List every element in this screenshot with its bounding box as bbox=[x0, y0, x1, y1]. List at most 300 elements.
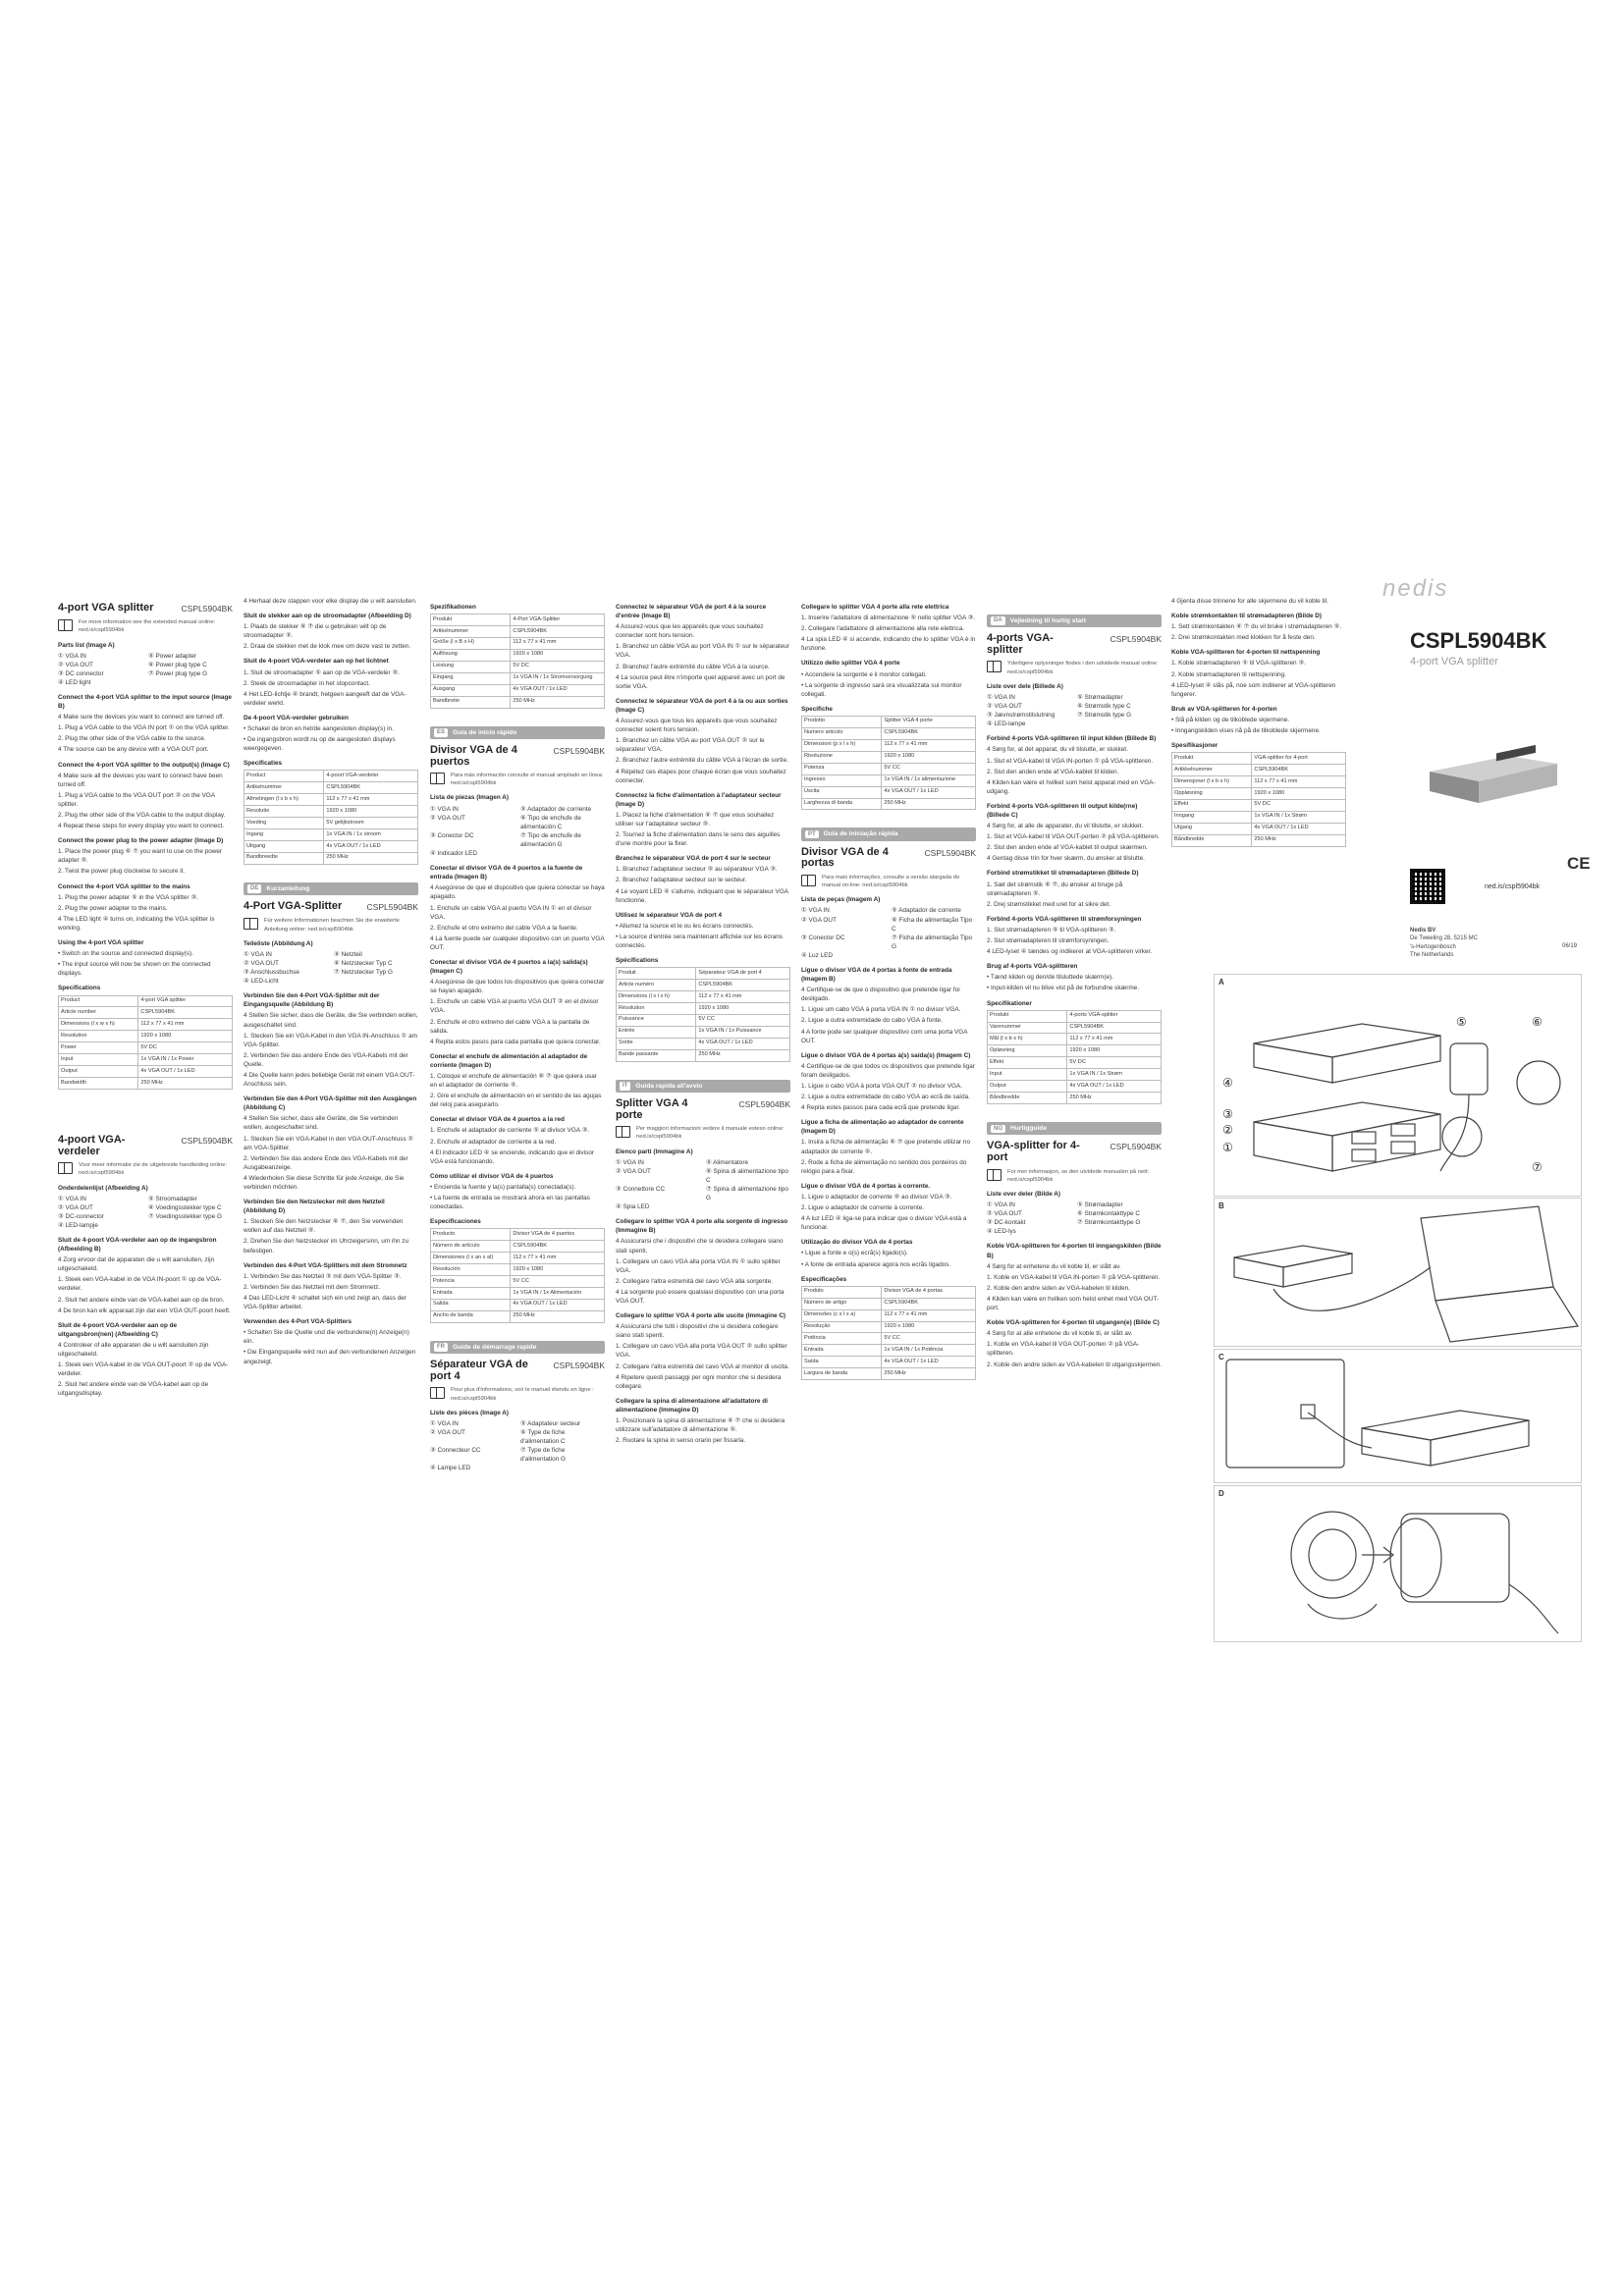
instruction-text: 4 La spia LED ④ si accende, indicando che lo splitter VGA è in funzione. bbox=[801, 636, 976, 653]
spec-key: Producto bbox=[431, 1229, 511, 1241]
spec-row bbox=[988, 1069, 1162, 1081]
spec-row bbox=[431, 1310, 605, 1322]
instruction-text: • Schakel de bron en het/de aangesloten display(s) in. bbox=[244, 725, 394, 733]
language-band bbox=[244, 882, 418, 895]
address-line: Nedis BV bbox=[1410, 928, 1436, 934]
parts-item: ④ LED-lampje bbox=[58, 1221, 98, 1229]
spec-value: 250 MHz bbox=[511, 696, 605, 708]
language-code: PT bbox=[805, 830, 819, 839]
spec-value: Divisor VGA de 4 puertos bbox=[511, 1229, 605, 1241]
text-column bbox=[58, 597, 233, 1401]
spec-value: 112 x 77 x 41 mm bbox=[882, 739, 976, 751]
manual-note bbox=[430, 772, 605, 787]
instruction-text: 4 Certifique-se de que todos os dispositivos que pretende ligar foram desligados. bbox=[801, 1062, 975, 1079]
language-code: NO bbox=[991, 1125, 1005, 1134]
spec-key: Dimensioni (p x l x h) bbox=[802, 739, 882, 751]
spec-key: Número de artículo bbox=[431, 1241, 511, 1253]
spec-key: Produto bbox=[802, 1286, 882, 1298]
parts-item: ② VGA OUT bbox=[616, 1167, 651, 1175]
spec-value: CSPL5904BK bbox=[1067, 1022, 1162, 1034]
product-code: CSPL5904BK bbox=[1410, 628, 1547, 653]
spec-key: Dimensions (l x l x h) bbox=[617, 991, 696, 1003]
spec-table bbox=[430, 1228, 605, 1323]
language-band bbox=[430, 1341, 605, 1354]
instruction-text: • Allumez la source et le ou les écrans connectés. bbox=[616, 922, 754, 930]
instruction-text: 4 De bron kan elk apparaat zijn dat een VGA OUT-poort heeft. bbox=[58, 1307, 231, 1314]
spec-value: 1920 x 1080 bbox=[324, 806, 418, 818]
spec-value: 1920 x 1080 bbox=[882, 751, 976, 763]
manufacturer-address bbox=[1410, 927, 1577, 960]
spec-row bbox=[431, 1276, 605, 1288]
spec-row bbox=[802, 1286, 976, 1298]
language-band bbox=[801, 828, 976, 840]
subsection-title: Bruk av VGA-splitteren for 4-porten bbox=[1171, 705, 1277, 713]
instruction-text: 2. Branchez l'autre extrémité du câble VGA à l'écran de sortie. bbox=[616, 757, 788, 765]
parts-item: ① VGA IN bbox=[616, 1158, 644, 1166]
text-column bbox=[244, 597, 418, 1368]
spec-row bbox=[431, 1253, 605, 1264]
spec-value: CSPL5904BK bbox=[882, 1298, 976, 1309]
spec-row bbox=[1172, 834, 1346, 846]
manual-note bbox=[801, 874, 976, 889]
parts-item: ③ DC-kontakt bbox=[987, 1219, 1026, 1227]
spec-value: 1920 x 1080 bbox=[511, 1264, 605, 1276]
parts-item bbox=[1077, 720, 1162, 728]
instruction-text: 1. Branchez un câble VGA au port VGA OUT ② sur le séparateur VGA. bbox=[616, 737, 765, 754]
spec-key: Uitgang bbox=[244, 841, 324, 853]
subsection-title: Verbinden des 4-Port VGA-Splitters mit dem Stromnetz bbox=[244, 1261, 407, 1269]
instruction-text: 2. Enchufe el otro extremo del cable VGA a la fuente. bbox=[430, 924, 578, 932]
instruction-text: 2. Koble strømadapteren til nettspenning. bbox=[1171, 670, 1286, 678]
manual-book-icon bbox=[430, 773, 445, 784]
spec-key: Output bbox=[59, 1066, 138, 1078]
spec-key: Potência bbox=[802, 1333, 882, 1345]
instruction-text: 1. Branchez un câble VGA au port VGA IN ① sur le séparateur VGA. bbox=[616, 643, 789, 660]
spec-value: 112 x 77 x 41 mm bbox=[1067, 1034, 1162, 1045]
instruction-text: 4 Repita estes passos para cada ecrã que pretende ligar. bbox=[801, 1104, 960, 1112]
parts-list bbox=[616, 1158, 790, 1212]
spec-key: Resolución bbox=[431, 1264, 511, 1276]
parts-item: ⑥ Type de fiche d'alimentation C bbox=[520, 1428, 566, 1445]
spec-row bbox=[802, 1357, 976, 1368]
manual-note bbox=[58, 1161, 233, 1177]
subsection-title: Utilização do divisor VGA de 4 portas bbox=[801, 1239, 913, 1247]
spec-value: 112 x 77 x 41 mm bbox=[1252, 776, 1346, 788]
instruction-text: 2. Slut den anden ende af VGA-kablet til kilden. bbox=[987, 768, 1119, 775]
subsection-title: Forbind 4-ports VGA-splitteren til output kilde(rne) (Billede C) bbox=[987, 802, 1138, 820]
spec-row bbox=[617, 1049, 790, 1061]
spec-value: 5V CC bbox=[882, 763, 976, 774]
instruction-text: 2. Verbinden Sie das andere Ende des VGA-Kabels mit der Quelle. bbox=[244, 1051, 408, 1068]
spec-key: Dimensiones (l x an x al) bbox=[431, 1253, 511, 1264]
parts-item: ⑦ Strømkontakttype G bbox=[1077, 1219, 1141, 1227]
instruction-text: 4 Herhaal deze stappen voor elke display die u wilt aansluiten. bbox=[244, 598, 417, 605]
parts-item: ② VGA OUT bbox=[801, 916, 837, 924]
callout: ① bbox=[1222, 1141, 1233, 1154]
spec-value: 5V DC bbox=[1252, 799, 1346, 811]
spec-value: 112 x 77 x 41 mm bbox=[138, 1019, 233, 1031]
spec-value: 250 MHz bbox=[882, 1368, 976, 1380]
spec-key: Båndbredde bbox=[1172, 834, 1252, 846]
parts-list bbox=[244, 950, 418, 986]
note-text: For mer informasjon, se den utvidede manualen på nett: ned.is/cspl5904bk bbox=[1007, 1168, 1150, 1183]
spec-value: 4x VGA OUT / 1x LED bbox=[696, 1038, 790, 1049]
parts-item: ② VGA OUT bbox=[244, 959, 279, 967]
spec-key: Oppløsning bbox=[1172, 788, 1252, 800]
spec-key: Afmetingen (l x b x h) bbox=[244, 794, 324, 806]
qr-code bbox=[1410, 869, 1445, 904]
spec-value: 4x VGA OUT / 1x LED bbox=[138, 1066, 233, 1078]
instruction-text: 4 Sørg for, at alle de apparater, du vil tilslutte, er slukket. bbox=[987, 823, 1144, 830]
spec-value: 1x VGA IN / 1x Potência bbox=[882, 1345, 976, 1357]
spec-key: Effekt bbox=[1172, 799, 1252, 811]
spec-row bbox=[59, 1078, 233, 1090]
band-label: Hurtigguide bbox=[1010, 1125, 1047, 1133]
callout: ⑦ bbox=[1532, 1160, 1543, 1174]
parts-item bbox=[520, 1464, 605, 1472]
instruction-text: 1. Plug a VGA cable to the VGA IN port ① on the VGA splitter. bbox=[58, 724, 230, 732]
website-link[interactable]: ned.is/cspl5904bk bbox=[1485, 883, 1541, 890]
instruction-text: 2. Ruotare la spina in senso orario per fissarla. bbox=[616, 1437, 746, 1445]
subsection-title: Specifiche bbox=[801, 705, 833, 713]
instruction-text: 4 La source peut être n'importe quel appareil avec un port de sortie VGA. bbox=[616, 673, 785, 690]
instruction-text: • Schalten Sie die Quelle und die verbundene(n) Anzeige(n) ein. bbox=[244, 1329, 409, 1346]
spec-key: Artikelnummer bbox=[431, 626, 511, 638]
instruction-text: 2. Plug the other side of the VGA cable to the output display. bbox=[58, 812, 226, 819]
instruction-text: 1. Enchufe un cable VGA al puerto VGA OUT ② en el divisor VGA. bbox=[430, 998, 599, 1015]
subsection-title: Koble VGA-splitteren for 4-porten til inngangskilden (Bilde B) bbox=[987, 1243, 1162, 1259]
spec-key: Saída bbox=[802, 1357, 882, 1368]
text-column bbox=[616, 597, 790, 1447]
parts-item: ⑤ Adaptador de corrente bbox=[892, 907, 961, 915]
instruction-text: 1. Slut strømadapteren ⑤ til VGA-splitteren ③. bbox=[987, 926, 1116, 934]
spec-row bbox=[617, 980, 790, 991]
article-code: CSPL5904BK bbox=[553, 745, 605, 756]
instruction-text: 1. Enchufe el adaptador de corriente ⑤ al divisor VGA ③. bbox=[430, 1127, 590, 1135]
parts-item: ② VGA OUT bbox=[58, 1203, 93, 1211]
instruction-text: • Accendere la sorgente e il monitor collegati. bbox=[801, 670, 927, 678]
figure-label: C bbox=[1218, 1353, 1224, 1362]
manual-note bbox=[616, 1125, 790, 1141]
instruction-text: 2. Collegare l'altra estremità del cavo VGA alla sorgente. bbox=[616, 1277, 774, 1285]
instruction-text: 4 Sørg for, at det apparat, du vil tilslutte, er slukket. bbox=[987, 746, 1128, 754]
instruction-text: 1. Collegare un cavo VGA alla porta VGA OUT ② sullo splitter VGA. bbox=[616, 1343, 787, 1360]
spec-value: 1x VGA IN / 1x Strøm bbox=[1252, 811, 1346, 823]
spec-row bbox=[431, 649, 605, 661]
spec-row bbox=[1172, 753, 1346, 765]
subsection-title: Conectar el enchufe de alimentación al adaptador de corriente (Imagen D) bbox=[430, 1052, 588, 1069]
figure-d-drawing bbox=[1215, 1486, 1581, 1641]
subsection-title: Brug af 4-ports VGA-splitteren bbox=[987, 963, 1078, 971]
spec-row bbox=[59, 1066, 233, 1078]
spec-row bbox=[1172, 799, 1346, 811]
spec-key: Ausgang bbox=[431, 684, 511, 696]
parts-list bbox=[58, 1195, 233, 1230]
text-column bbox=[987, 597, 1162, 1371]
figure-b bbox=[1214, 1198, 1582, 1347]
instruction-text: 1. Koble en VGA-kabel til VGA IN-porten ① på VGA-splitteren. bbox=[987, 1273, 1161, 1281]
spec-value: 4x VGA OUT / 1x LED bbox=[511, 1299, 605, 1310]
manual-note bbox=[987, 1168, 1162, 1184]
spec-row bbox=[1172, 776, 1346, 788]
parts-item: ⑥ Tipo de enchufe de alimentación C bbox=[520, 814, 581, 830]
spec-key: Opløsning bbox=[988, 1045, 1067, 1057]
parts-item bbox=[892, 951, 976, 960]
band-label: Guía de inicio rápido bbox=[453, 728, 517, 736]
spec-key: Produit bbox=[617, 968, 696, 980]
section-header bbox=[430, 745, 605, 768]
spec-table bbox=[616, 967, 790, 1062]
instruction-text: 2. Koble den andre siden av VGA-kabelen til utgangsskjermen. bbox=[987, 1361, 1162, 1368]
subsection-title: Branchez le séparateur VGA de port 4 sur le secteur bbox=[616, 855, 771, 863]
band-label: Kurzanleitung bbox=[266, 884, 310, 892]
spec-key: Bandbreedte bbox=[244, 852, 324, 864]
instruction-text: 4 Die Quelle kann jedes beliebige Gerät mit einem VGA OUT-Anschluss sein. bbox=[244, 1071, 415, 1089]
instruction-text: • The input source will now be shown on the connected displays. bbox=[58, 961, 211, 978]
instruction-text: • A fonte de entrada aparece agora nos ecrãs ligados. bbox=[801, 1260, 951, 1268]
spec-key: Produkt bbox=[988, 1010, 1067, 1022]
spec-key: Salida bbox=[431, 1299, 511, 1310]
spec-value: 1920 x 1080 bbox=[1252, 788, 1346, 800]
instruction-text: 4 LED-lyset ④ tændes og indikerer at VGA-splitteren virker. bbox=[987, 948, 1153, 956]
instruction-text: 2. Tournez la fiche d'alimentation dans le sens des aiguilles d'une montre pour la fixer. bbox=[616, 831, 781, 848]
spec-value: 4x VGA OUT / 1x LED bbox=[324, 841, 418, 853]
address-line: 's-Hertogenbosch bbox=[1410, 943, 1456, 950]
spec-key: Voeding bbox=[244, 818, 324, 829]
spec-value: VGA-splitter for 4-port bbox=[1252, 753, 1346, 765]
instruction-text: 2. Ligue a outra extremidade do cabo VGA ao ecrã de saída. bbox=[801, 1094, 970, 1101]
instruction-text: 1. Ligue um cabo VGA à porta VGA IN ① no divisor VGA. bbox=[801, 1006, 961, 1014]
band-label: Vejledning til hurtig start bbox=[1009, 617, 1086, 624]
parts-item: ③ Jævnstrømstilslutning bbox=[987, 712, 1056, 720]
section-header bbox=[987, 633, 1162, 656]
instruction-text: 4 Kilden kan være et hvilket som helst apparat med en VGA-udgang. bbox=[987, 778, 1156, 795]
spec-key: Resolução bbox=[802, 1321, 882, 1333]
instruction-text: 4 Sørg for at alle enhetene du vil koble til, er slått av. bbox=[987, 1330, 1133, 1338]
text-column bbox=[801, 597, 976, 1384]
spec-key: Produkt bbox=[431, 614, 511, 626]
spec-row bbox=[431, 637, 605, 649]
spec-value: 1920 x 1080 bbox=[882, 1321, 976, 1333]
subsection-title: Especificações bbox=[801, 1275, 847, 1283]
language-code: FR bbox=[434, 1343, 448, 1352]
spec-row bbox=[1172, 788, 1346, 800]
instruction-text: 1. Placez la fiche d'alimentation ⑥ ⑦ que vous souhaitez utiliser sur l'adaptateur secteur ⑤. bbox=[616, 811, 775, 828]
subsection-title: Liste over deler (Bilde A) bbox=[987, 1191, 1061, 1198]
article-code: CSPL5904BK bbox=[366, 902, 418, 913]
parts-item: ⑤ Strømadapter bbox=[1077, 693, 1123, 701]
spec-row bbox=[617, 991, 790, 1003]
spec-key: Dimensions (l x w x h) bbox=[59, 1019, 138, 1031]
instruction-text: 4 Gentag disse trin for hver skærm, du ønsker at tilslutte. bbox=[987, 855, 1145, 863]
spec-row bbox=[431, 614, 605, 626]
callout: ③ bbox=[1222, 1107, 1233, 1121]
instruction-text: 4 Gjenta disse trinnene for alle skjermene du vil koble til. bbox=[1171, 598, 1328, 605]
spec-value: 4-port VGA splitter bbox=[138, 995, 233, 1007]
subsection-title: Connect the 4-port VGA splitter to the mains bbox=[58, 882, 190, 890]
manual-book-icon bbox=[244, 918, 258, 930]
subsection-title: Collegare lo splitter VGA 4 porte alla rete elettrica bbox=[801, 604, 949, 611]
spec-row bbox=[59, 1031, 233, 1042]
parts-item: ⑥ Spina di alimentazione tipo C bbox=[706, 1167, 788, 1184]
parts-item: ② VGA OUT bbox=[987, 1210, 1022, 1218]
parts-item: ⑦ Tipo de enchufe de alimentación G bbox=[520, 831, 581, 848]
spec-value: 4x VGA OUT / 1x LED bbox=[882, 1357, 976, 1368]
parts-item: ⑤ Power adapter bbox=[148, 652, 197, 660]
spec-key: Entrée bbox=[617, 1026, 696, 1038]
subsection-title: Spécifications bbox=[616, 957, 659, 965]
language-code: IT bbox=[620, 1082, 630, 1091]
spec-key: Larghezza di banda bbox=[802, 798, 882, 810]
subsection-title: Koble VGA-splitteren for 4-porten til utgangen(e) (Bilde C) bbox=[987, 1319, 1160, 1327]
note-text: Voor meer informatie zie de uitgebreide handleiding online: ned.is/cspl5904bk bbox=[79, 1162, 228, 1177]
section-header bbox=[987, 1141, 1162, 1163]
manual-note bbox=[58, 618, 233, 634]
instruction-text: 1. Steek een VGA-kabel in de VGA IN-poort ① op de VGA-verdeler. bbox=[58, 1276, 222, 1293]
instruction-text: 4 Certifique-se de que o dispositivo que pretende ligar foi desligado. bbox=[801, 987, 960, 1003]
instruction-text: 1. Collegare un cavo VGA alla porta VGA IN ① sullo splitter VGA. bbox=[616, 1257, 781, 1274]
spec-table bbox=[987, 1010, 1162, 1105]
language-code: DA bbox=[991, 616, 1005, 625]
spec-value: 250 MHz bbox=[324, 852, 418, 864]
spec-key: Ingresso bbox=[802, 774, 882, 786]
parts-item bbox=[706, 1202, 790, 1211]
spec-key: Bandwidth bbox=[59, 1078, 138, 1090]
instruction-text: 1. Ligue o adaptador de corrente ⑤ ao divisor VGA ③. bbox=[801, 1193, 952, 1201]
parts-item: ④ Lampe LED bbox=[430, 1465, 471, 1472]
spec-key: Input bbox=[59, 1054, 138, 1066]
spec-row bbox=[431, 1288, 605, 1300]
instruction-text: 4 Assurez-vous que tous les appareils que vous souhaitez connecter soient hors tension. bbox=[616, 718, 778, 734]
spec-value: 4x VGA OUT / 1x LED bbox=[511, 684, 605, 696]
subsection-title: Liste des pièces (Image A) bbox=[430, 1409, 510, 1416]
parts-item: ⑦ Netzstecker Typ G bbox=[334, 969, 393, 977]
spec-value: CSPL5904BK bbox=[696, 980, 790, 991]
spec-row bbox=[244, 841, 418, 853]
spec-key: Output bbox=[988, 1081, 1067, 1093]
spec-key: Artikkelnummer bbox=[1172, 765, 1252, 776]
spec-value: 1920 x 1080 bbox=[696, 1003, 790, 1015]
instruction-text: • La fuente de entrada se mostrará ahora en las pantallas conectadas. bbox=[430, 1195, 590, 1211]
note-text: Pour plus d'informations, voir le manuel étendu en ligne : ned.is/cspl5904bk bbox=[451, 1387, 594, 1402]
instruction-text: 4 The source can be any device with a VGA OUT port. bbox=[58, 746, 209, 754]
spec-value: 1920 x 1080 bbox=[1067, 1045, 1162, 1057]
spec-key: Dimensões (c x l x a) bbox=[802, 1309, 882, 1321]
spec-value: 1x VGA IN / 1x Strøm bbox=[1067, 1069, 1162, 1081]
spec-row bbox=[802, 1298, 976, 1309]
instruction-text: 2. Verbinden Sie das Netzteil mit dem Stromnetz. bbox=[244, 1283, 381, 1291]
instruction-text: 4 Asegúrese de que el dispositivo que quiera conectar se haya apagado. bbox=[430, 884, 605, 901]
instruction-text: 4 Stellen Sie sicher, dass alle Geräte, die Sie verbinden wollen, ausgeschaltet sind. bbox=[244, 1115, 399, 1132]
parts-list bbox=[801, 906, 976, 960]
instruction-text: 4 El indicador LED ④ se enciende, indicando que el divisor VGA está funcionando. bbox=[430, 1148, 595, 1165]
instruction-text: 2. Drehen Sie den Netzstecker im Uhrzeigersinn, um ihn zu befestigen. bbox=[244, 1238, 409, 1255]
parts-item: ⑤ Adaptateur secteur bbox=[520, 1419, 581, 1427]
instruction-text: 4 Zorg ervoor dat de apparaten die u wilt aansluiten, zijn uitgeschakeld. bbox=[58, 1256, 215, 1273]
spec-row bbox=[802, 727, 976, 739]
callout: ② bbox=[1222, 1123, 1233, 1137]
manual-book-icon bbox=[987, 661, 1001, 672]
figures bbox=[1214, 974, 1580, 1641]
spec-value: CSPL5904BK bbox=[882, 727, 976, 739]
address-line: De Tweeling 28, 5215 MC bbox=[1410, 935, 1478, 942]
spec-value: 4-poort VGA-verdeler bbox=[324, 771, 418, 782]
spec-row bbox=[59, 1019, 233, 1031]
manual-book-icon bbox=[430, 1387, 445, 1399]
instruction-text: 4 A fonte pode ser qualquer dispositivo com uma porta VGA OUT. bbox=[801, 1028, 968, 1044]
product-photo bbox=[1420, 742, 1567, 811]
instruction-text: 4 Répétez ces étapes pour chaque écran que vous souhaitez connecter. bbox=[616, 768, 786, 784]
spec-value: 250 MHz bbox=[1067, 1093, 1162, 1104]
spec-table bbox=[244, 770, 418, 865]
subsection-title: Verbinden Sie den 4-Port VGA-Splitter mit der Eingangsquelle (Abbildung B) bbox=[244, 992, 380, 1009]
callout: ⑤ bbox=[1456, 1015, 1467, 1029]
parts-item: ① VGA IN bbox=[58, 1195, 86, 1202]
subsection-title: Forbind 4-ports VGA-splitteren til input kilden (Billede B) bbox=[987, 735, 1157, 743]
spec-value: 1920 x 1080 bbox=[138, 1031, 233, 1042]
subsection-title: Sluit de 4-poort VGA-verdeler aan op het lichtnet bbox=[244, 658, 389, 666]
instruction-text: 4 Assurez-vous que les appareils que vous souhaitez connecter sont hors tension. bbox=[616, 623, 764, 640]
subsection-title: Sluit de 4-poort VGA-verdeler aan op de uitgangsbron(nen) (Afbeelding C) bbox=[58, 1321, 178, 1338]
instruction-text: 4 The LED light ④ turns on, indicating the VGA splitter is working. bbox=[58, 915, 215, 932]
callout: ⑥ bbox=[1532, 1015, 1543, 1029]
manual-book-icon bbox=[58, 619, 73, 631]
spec-value: 4-Port VGA-Splitter bbox=[511, 614, 605, 626]
parts-list bbox=[987, 693, 1162, 728]
spec-row bbox=[802, 716, 976, 727]
spec-value: 4x VGA OUT / 1x LED bbox=[882, 786, 976, 798]
spec-key: Numero articolo bbox=[802, 727, 882, 739]
spec-row bbox=[244, 771, 418, 782]
spec-key: Leistung bbox=[431, 661, 511, 672]
instruction-text: 1. Sett strømkontakten ⑥ ⑦ du vil bruke i strømadapteren ⑤. bbox=[1171, 623, 1342, 631]
spec-row bbox=[431, 1241, 605, 1253]
parts-item: ① VGA IN bbox=[987, 693, 1015, 701]
parts-list bbox=[430, 1419, 605, 1473]
spec-row bbox=[431, 1229, 605, 1241]
instruction-text: 4 Make sure the devices you want to connect are turned off. bbox=[58, 714, 225, 721]
spec-value: CSPL5904BK bbox=[511, 626, 605, 638]
article-code: CSPL5904BK bbox=[924, 847, 976, 858]
spec-key: Sortie bbox=[617, 1038, 696, 1049]
spec-key: Entrada bbox=[431, 1288, 511, 1300]
language-code: ES bbox=[434, 728, 448, 737]
spec-row bbox=[244, 782, 418, 794]
instruction-text: 1. Steek een VGA-kabel in de VGA OUT-poort ② op de VGA-verdeler. bbox=[58, 1362, 229, 1378]
spec-value: 1x VGA IN / 1x Power bbox=[138, 1054, 233, 1066]
spec-key: Bande passante bbox=[617, 1049, 696, 1061]
spec-row bbox=[617, 1003, 790, 1015]
parts-item: ⑥ Power plug type C bbox=[148, 661, 207, 668]
instruction-text: 4 La sorgente può essere qualsiasi dispositivo con una porta VGA OUT. bbox=[616, 1288, 785, 1305]
spec-row bbox=[1172, 823, 1346, 834]
language-band bbox=[616, 1080, 790, 1093]
subsection-title: Ligue o divisor VGA de 4 portas à(s) saída(s) (Imagem C) bbox=[801, 1051, 971, 1059]
manual-book-icon bbox=[58, 1162, 73, 1174]
instruction-text: 4 Ripetere questi passaggi per ogni monitor che si desidera collegare. bbox=[616, 1373, 782, 1390]
parts-item bbox=[1077, 1227, 1162, 1236]
instruction-text: 2. Sluit het andere einde van de VGA-kabel aan op de bron. bbox=[58, 1296, 225, 1304]
spec-row bbox=[802, 763, 976, 774]
subsection-title: Connectez la fiche d'alimentation à l'adaptateur secteur (Image D) bbox=[616, 791, 782, 808]
spec-row bbox=[244, 794, 418, 806]
article-code: CSPL5904BK bbox=[181, 1136, 233, 1146]
spec-key: Dimensjoner (l x b x h) bbox=[1172, 776, 1252, 788]
section-header bbox=[801, 847, 976, 870]
spec-value: 4-ports VGA-splitter bbox=[1067, 1010, 1162, 1022]
instruction-text: 1. Branchez l'adaptateur secteur ⑤ au séparateur VGA ③. bbox=[616, 866, 778, 874]
subsection-title: Spezifikationen bbox=[430, 604, 476, 611]
